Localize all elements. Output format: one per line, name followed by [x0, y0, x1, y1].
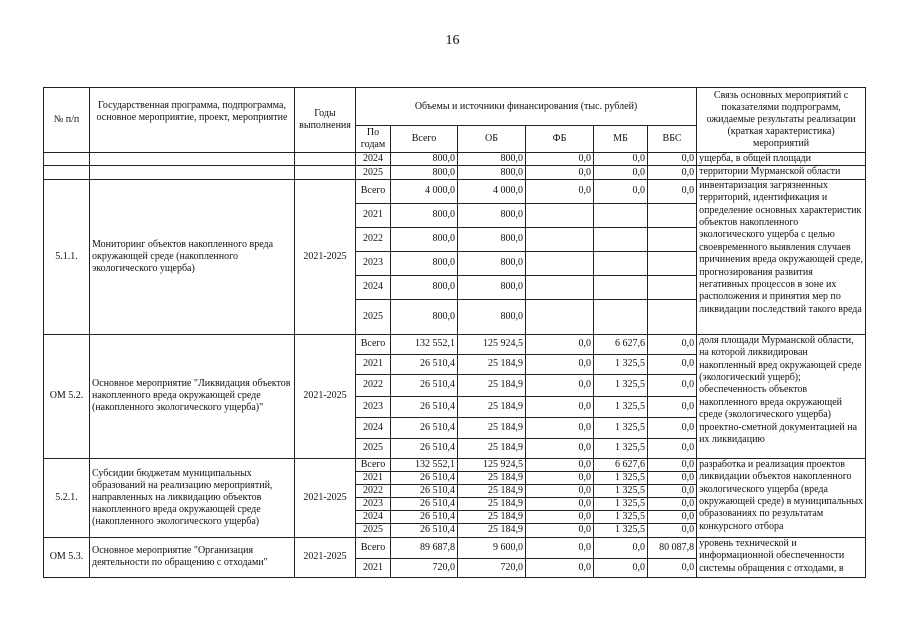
- cell-total: 800,0: [391, 166, 458, 179]
- cell-total: 800,0: [391, 251, 458, 275]
- header-link: Связь основных мероприятий с показателями подпрограмм, ожидаемые результаты реализации (краткая характеристика) мероприятий: [697, 88, 866, 153]
- cell-fb: 0,0: [526, 484, 594, 497]
- cell-ob: 25 184,9: [458, 523, 526, 537]
- cell-mb: 1 325,5: [594, 484, 648, 497]
- cell-vbs: 0,0: [648, 558, 697, 577]
- header-funding: Объемы и источники финансирования (тыс. рублей): [356, 88, 697, 126]
- cell-year: 2022: [356, 374, 391, 396]
- cell-link: разработка и реализация проектов ликвидации объектов накопленного экологического ущерба (вреда окружающей среде) в муниципальных образованиях по результатам конкурсного отбора: [697, 458, 866, 537]
- cell-vbs: 80 087,8: [648, 537, 697, 558]
- cell-link: ущерба, в общей площади: [697, 153, 866, 166]
- cell-fb: [526, 251, 594, 275]
- cell-total: 800,0: [391, 227, 458, 251]
- header-num: № п/п: [44, 88, 90, 153]
- cell-ob: 25 184,9: [458, 497, 526, 510]
- header-row: [44, 88, 866, 126]
- cell-mb: 1 325,5: [594, 417, 648, 438]
- cell-year: 2024: [356, 153, 391, 166]
- header-program: Государственная программа, подпрограмма, основное мероприятие, проект, мероприятие: [90, 88, 295, 153]
- cell-ob: 25 184,9: [458, 510, 526, 523]
- cell-name: Основное мероприятие "Организация деятельности по обращению с отходами": [90, 537, 295, 577]
- cell-vbs: 0,0: [648, 396, 697, 417]
- cell-link: территории Мурманской области: [697, 166, 866, 179]
- cell-total: 26 510,4: [391, 417, 458, 438]
- cell-total: 800,0: [391, 275, 458, 299]
- cell-years: [295, 153, 356, 166]
- cell-mb: 0,0: [594, 179, 648, 203]
- header-fb: ФБ: [526, 126, 594, 153]
- cell-fb: 0,0: [526, 354, 594, 374]
- cell-ob: 25 184,9: [458, 354, 526, 374]
- cell-fb: 0,0: [526, 166, 594, 179]
- cell-ob: 800,0: [458, 203, 526, 227]
- cell-fb: 0,0: [526, 537, 594, 558]
- header-total: Всего: [391, 126, 458, 153]
- cell-ob: 125 924,5: [458, 334, 526, 354]
- cell-mb: 1 325,5: [594, 510, 648, 523]
- cell-year: 2021: [356, 471, 391, 484]
- cell-total: 89 687,8: [391, 537, 458, 558]
- cell-vbs: [648, 299, 697, 334]
- cell-name: [90, 166, 295, 179]
- cell-total: 26 510,4: [391, 497, 458, 510]
- header-ob: ОБ: [458, 126, 526, 153]
- cell-total: 26 510,4: [391, 354, 458, 374]
- header-mb: МБ: [594, 126, 648, 153]
- cell-year: 2024: [356, 510, 391, 523]
- cell-fb: 0,0: [526, 438, 594, 458]
- cell-vbs: 0,0: [648, 417, 697, 438]
- table-row: [44, 334, 866, 354]
- funding-table: [43, 87, 866, 578]
- cell-mb: 1 325,5: [594, 523, 648, 537]
- cell-total: 720,0: [391, 558, 458, 577]
- cell-fb: 0,0: [526, 396, 594, 417]
- cell-ob: 800,0: [458, 227, 526, 251]
- cell-vbs: 0,0: [648, 334, 697, 354]
- cell-fb: [526, 203, 594, 227]
- cell-years: [295, 166, 356, 179]
- cell-total: 800,0: [391, 203, 458, 227]
- cell-year: 2023: [356, 251, 391, 275]
- cell-num: ОМ 5.2.: [44, 334, 90, 458]
- cell-mb: 1 325,5: [594, 374, 648, 396]
- cell-ob: 25 184,9: [458, 374, 526, 396]
- table-row: [44, 458, 866, 471]
- cell-year: 2021: [356, 354, 391, 374]
- cell-vbs: [648, 251, 697, 275]
- cell-mb: 6 627,6: [594, 334, 648, 354]
- cell-mb: [594, 203, 648, 227]
- cell-vbs: 0,0: [648, 471, 697, 484]
- cell-mb: 0,0: [594, 153, 648, 166]
- cell-vbs: 0,0: [648, 438, 697, 458]
- cell-year: Всего: [356, 458, 391, 471]
- cell-ob: 125 924,5: [458, 458, 526, 471]
- table-body: [44, 88, 866, 578]
- cell-name: [90, 153, 295, 166]
- cell-ob: 25 184,9: [458, 396, 526, 417]
- cell-fb: [526, 299, 594, 334]
- cell-year: 2024: [356, 417, 391, 438]
- cell-year: 2023: [356, 497, 391, 510]
- cell-year: Всего: [356, 179, 391, 203]
- cell-mb: 1 325,5: [594, 471, 648, 484]
- cell-fb: 0,0: [526, 374, 594, 396]
- header-by-year: По годам: [356, 126, 391, 153]
- cell-total: 800,0: [391, 299, 458, 334]
- cell-num: ОМ 5.3.: [44, 537, 90, 577]
- cell-fb: [526, 227, 594, 251]
- cell-ob: 25 184,9: [458, 471, 526, 484]
- cell-fb: 0,0: [526, 510, 594, 523]
- cell-year: 2022: [356, 227, 391, 251]
- cell-num: [44, 153, 90, 166]
- cell-ob: 9 600,0: [458, 537, 526, 558]
- cell-mb: 0,0: [594, 558, 648, 577]
- cell-name: Основное мероприятие "Ликвидация объектов накопленного вреда окружающей среде (накопленного экологического ущерба)": [90, 334, 295, 458]
- cell-year: 2022: [356, 484, 391, 497]
- header-years: Годы выполнения: [295, 88, 356, 153]
- cell-num: 5.2.1.: [44, 458, 90, 537]
- cell-year: 2021: [356, 558, 391, 577]
- cell-num: [44, 166, 90, 179]
- table-row: [44, 166, 866, 179]
- cell-year: 2021: [356, 203, 391, 227]
- cell-vbs: [648, 227, 697, 251]
- cell-mb: [594, 227, 648, 251]
- cell-total: 26 510,4: [391, 510, 458, 523]
- cell-mb: 1 325,5: [594, 497, 648, 510]
- table-row: [44, 537, 866, 558]
- cell-num: 5.1.1.: [44, 179, 90, 334]
- cell-vbs: [648, 203, 697, 227]
- cell-year: Всего: [356, 334, 391, 354]
- cell-name: Субсидии бюджетам муниципальных образований на реализацию мероприятий, направленных на ликвидацию объектов накопленного вреда окружающей среде (накопленного экологического ущерба): [90, 458, 295, 537]
- cell-mb: 1 325,5: [594, 354, 648, 374]
- cell-fb: 0,0: [526, 458, 594, 471]
- cell-ob: 4 000,0: [458, 179, 526, 203]
- cell-year: 2025: [356, 166, 391, 179]
- cell-mb: 1 325,5: [594, 396, 648, 417]
- cell-ob: 800,0: [458, 251, 526, 275]
- cell-vbs: 0,0: [648, 153, 697, 166]
- table-row: [44, 179, 866, 203]
- cell-fb: [526, 275, 594, 299]
- cell-vbs: 0,0: [648, 523, 697, 537]
- cell-mb: [594, 251, 648, 275]
- cell-vbs: 0,0: [648, 484, 697, 497]
- cell-mb: [594, 299, 648, 334]
- cell-vbs: 0,0: [648, 510, 697, 523]
- cell-fb: 0,0: [526, 334, 594, 354]
- cell-year: 2025: [356, 438, 391, 458]
- cell-fb: 0,0: [526, 471, 594, 484]
- cell-vbs: 0,0: [648, 458, 697, 471]
- cell-name: Мониторинг объектов накопленного вреда окружающей среде (накопленного экологического ущерба): [90, 179, 295, 334]
- cell-total: 26 510,4: [391, 396, 458, 417]
- cell-mb: 0,0: [594, 166, 648, 179]
- cell-vbs: 0,0: [648, 166, 697, 179]
- cell-fb: 0,0: [526, 153, 594, 166]
- cell-vbs: [648, 275, 697, 299]
- cell-mb: 6 627,6: [594, 458, 648, 471]
- cell-vbs: 0,0: [648, 354, 697, 374]
- cell-total: 26 510,4: [391, 484, 458, 497]
- cell-total: 26 510,4: [391, 471, 458, 484]
- cell-vbs: 0,0: [648, 374, 697, 396]
- cell-vbs: 0,0: [648, 179, 697, 203]
- cell-years: 2021-2025: [295, 537, 356, 577]
- cell-link: инвентаризация загрязненных территорий, идентификация и определение основных характеристик объектов накопленного экологического ущерба с целью своевременного выявления случаев причинения вреда окружающей среде, прогнозирования развития негативных процессов в зоне их расположения и принятия мер по ликвидации последствий такого вреда: [697, 179, 866, 334]
- cell-fb: 0,0: [526, 558, 594, 577]
- cell-year: 2024: [356, 275, 391, 299]
- cell-total: 26 510,4: [391, 523, 458, 537]
- cell-total: 4 000,0: [391, 179, 458, 203]
- cell-vbs: 0,0: [648, 497, 697, 510]
- cell-fb: 0,0: [526, 523, 594, 537]
- cell-ob: 25 184,9: [458, 484, 526, 497]
- cell-year: 2023: [356, 396, 391, 417]
- cell-years: 2021-2025: [295, 458, 356, 537]
- cell-year: 2025: [356, 523, 391, 537]
- header-vbs: ВБС: [648, 126, 697, 153]
- cell-mb: 0,0: [594, 537, 648, 558]
- cell-total: 26 510,4: [391, 374, 458, 396]
- cell-year: 2025: [356, 299, 391, 334]
- cell-total: 26 510,4: [391, 438, 458, 458]
- cell-years: 2021-2025: [295, 179, 356, 334]
- cell-link: доля площади Мурманской области, на которой ликвидирован накопленный вред окружающей среде (экологический ущерб); обеспеченность объектов накопленного вреда окружающей среде (экологического ущерба) проектно-сметной документацией на их ликвидацию: [697, 334, 866, 458]
- cell-total: 132 552,1: [391, 334, 458, 354]
- cell-year: Всего: [356, 537, 391, 558]
- cell-ob: 800,0: [458, 299, 526, 334]
- cell-ob: 800,0: [458, 166, 526, 179]
- cell-ob: 800,0: [458, 275, 526, 299]
- cell-mb: 1 325,5: [594, 438, 648, 458]
- cell-mb: [594, 275, 648, 299]
- cell-ob: 720,0: [458, 558, 526, 577]
- page-number: 16: [445, 33, 460, 48]
- cell-fb: 0,0: [526, 417, 594, 438]
- cell-fb: 0,0: [526, 497, 594, 510]
- cell-total: 800,0: [391, 153, 458, 166]
- cell-ob: 25 184,9: [458, 438, 526, 458]
- cell-total: 132 552,1: [391, 458, 458, 471]
- table-row: [44, 153, 866, 166]
- cell-ob: 25 184,9: [458, 417, 526, 438]
- cell-fb: 0,0: [526, 179, 594, 203]
- cell-ob: 800,0: [458, 153, 526, 166]
- cell-link: уровень технической и информационной обеспеченности системы обращения с отходами, в: [697, 537, 866, 577]
- cell-years: 2021-2025: [295, 334, 356, 458]
